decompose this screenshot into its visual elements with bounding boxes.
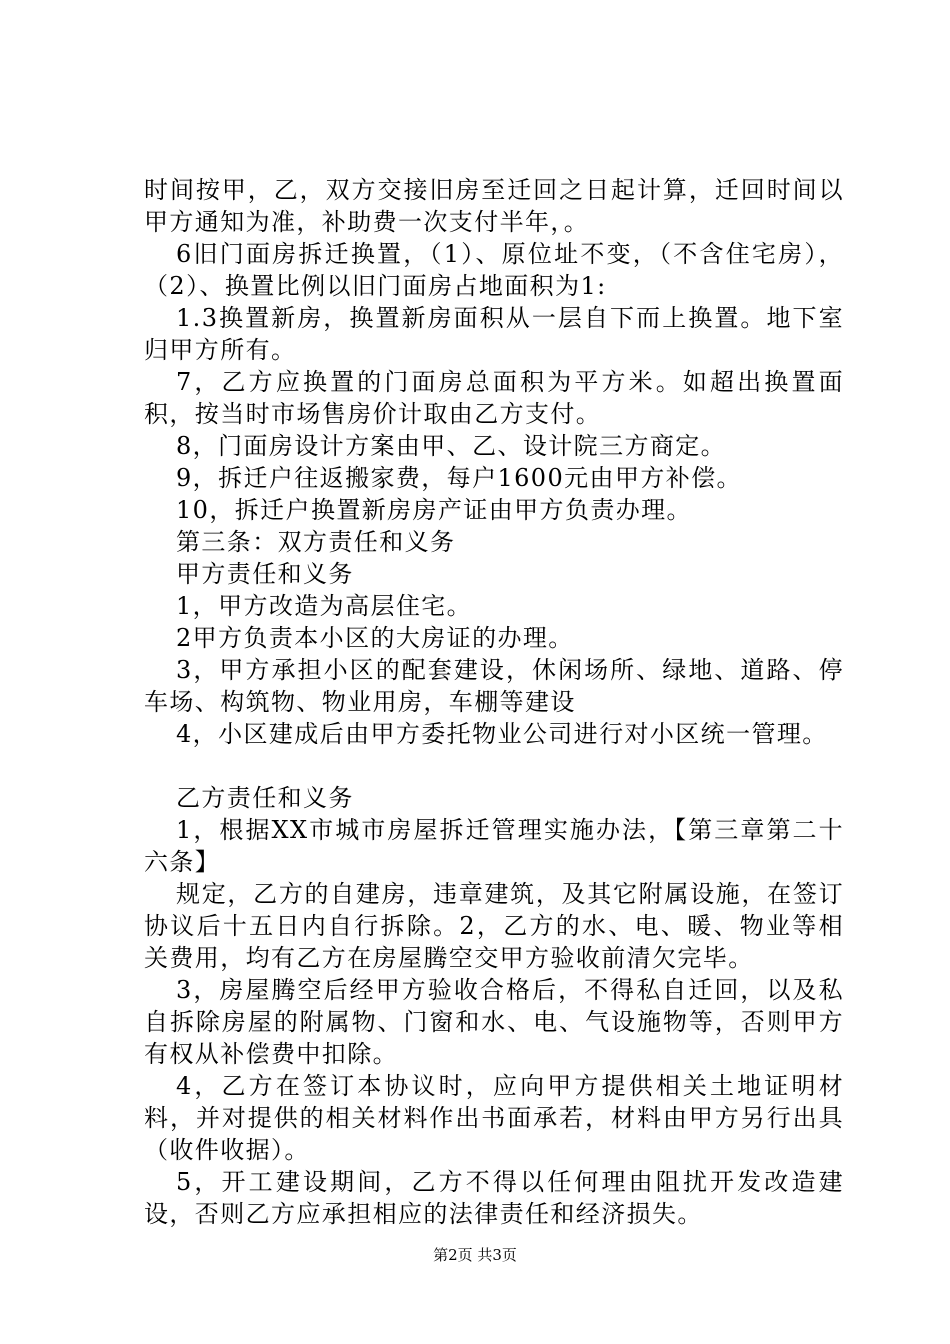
paragraph: 乙方责任和义务: [176, 784, 354, 812]
paragraph: 3，房屋腾空后经甲方验收合格后，不得私自迁回，以及私自拆除房屋的附属物、门窗和水、电、气设施物等，否则甲方有权从补偿费中扣除。: [144, 976, 844, 1068]
paragraph: 8，门面房设计方案由甲、乙、设计院三方商定。: [176, 432, 727, 460]
paragraph: 1，根据XX市城市房屋拆迁管理实施办法，【第三章第二十六条】: [144, 816, 844, 876]
paragraph: 7，乙方应换置的门面房总面积为平方米。如超出换置面积，按当时市场售房价计取由乙方支付。: [144, 368, 844, 428]
paragraph: 4，乙方在签订本协议时，应向甲方提供相关土地证明材料，并对提供的相关材料作出书面承若，材料由甲方另行出具（收件收据）。: [144, 1072, 844, 1164]
paragraph: 第三条：双方责任和义务: [176, 528, 456, 556]
paragraph: 1.3换置新房，换置新房面积从一层自下而上换置。地下室归甲方所有。: [144, 304, 844, 364]
paragraph: 1，甲方改造为高层住宅。: [176, 592, 473, 620]
paragraph: 4，小区建成后由甲方委托物业公司进行对小区统一管理。: [176, 720, 828, 748]
paragraph: 9，拆迁户往返搬家费，每户1600元由甲方补偿。: [176, 464, 742, 492]
paragraph: 3，甲方承担小区的配套建设，休闲场所、绿地、道路、停车场、构筑物、物业用房，车棚等建设: [144, 656, 844, 716]
paragraph: 6旧门面房拆迁换置，（1）、原位址不变，（不含住宅房），（2）、换置比例以旧门面房占地面积为1:: [144, 240, 844, 300]
paragraph: 2甲方负责本小区的大房证的办理。: [176, 624, 574, 652]
document-body: [144, 174, 844, 1230]
paragraph: 10，拆迁户换置新房房产证由甲方负责办理。: [176, 496, 692, 524]
paragraph: 甲方责任和义务: [176, 560, 354, 588]
paragraph: 5，开工建设期间，乙方不得以任何理由阻扰开发改造建设，否则乙方应承担相应的法律责任和经济损失。: [144, 1168, 844, 1228]
paragraph: 规定，乙方的自建房，违章建筑，及其它附属设施，在签订协议后十五日内自行拆除。2，乙方的水、电、暖、物业等相关费用，均有乙方在房屋腾空交甲方验收前清欠完毕。: [144, 880, 844, 972]
blank-line: [144, 750, 844, 782]
paragraph: 时间按甲，乙，双方交接旧房至迁回之日起计算，迁回时间以甲方通知为准，补助费一次支付半年，。: [144, 176, 844, 236]
page-footer: 第2页 共3页: [433, 1246, 517, 1264]
